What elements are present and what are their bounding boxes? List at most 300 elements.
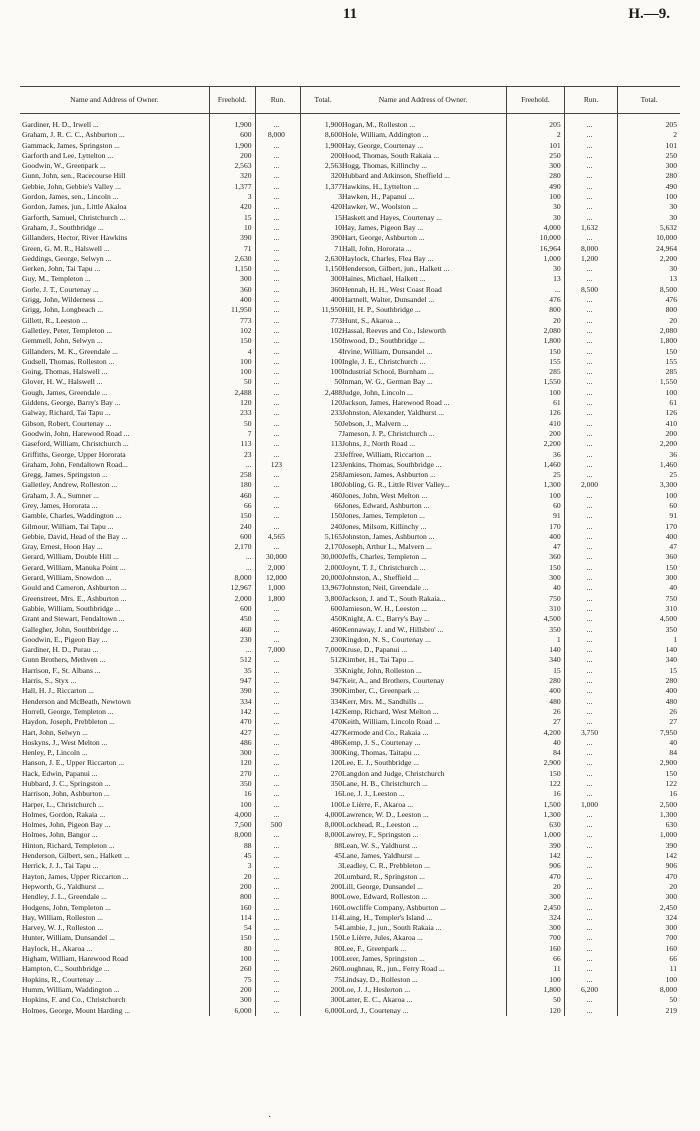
freehold-cell: 240 — [240, 521, 252, 531]
owner-name-cell: Gray, Ernest, Hoon Hay ... — [22, 542, 103, 552]
freehold-cell: ... — [554, 284, 561, 294]
total-cell: 2,500 — [659, 799, 677, 809]
total-cell: 285 — [665, 367, 677, 377]
run-cell: ... — [273, 542, 280, 552]
total-cell: 350 — [330, 779, 342, 788]
owner-name-cell: Kerr, Mrs. M., Sandhills ... — [342, 696, 424, 706]
run-cell: ... — [273, 490, 280, 500]
freehold-cell: 150 — [240, 511, 252, 521]
total-cell: 460 — [330, 624, 342, 634]
run-cell: 1,632 — [580, 222, 599, 232]
total-cell: 7,950 — [659, 727, 677, 737]
owner-name-cell: Kennaway, J. and W., Hillsbro' ... — [342, 624, 444, 634]
freehold-cell: 150 — [240, 336, 252, 346]
total-cell: 2,080 — [659, 325, 677, 335]
run-cell: ... — [273, 274, 280, 284]
total-cell: 773 — [330, 315, 342, 325]
owner-name-cell: Hassal, Reeves and Co., Isleworth — [342, 325, 446, 335]
freehold-cell: 50 — [243, 377, 252, 387]
owner-name-cell: Glover, H. W., Halswell ... — [22, 377, 103, 387]
total-cell: 100 — [665, 192, 677, 202]
freehold-cell: 30 — [553, 202, 561, 212]
freehold-cell: 360 — [240, 284, 252, 294]
freehold-cell: 120 — [240, 398, 252, 408]
owner-name-cell: Griffiths, George, Upper Hororata — [22, 449, 126, 459]
owner-name-cell: Going, Thomas, Halswell ... — [22, 367, 108, 377]
run-cell: ... — [273, 871, 280, 881]
owner-name-cell: Horrell, George, Templeton ... — [22, 706, 114, 716]
owner-name-cell: Kimber, C., Greenpark ... — [342, 686, 420, 696]
owner-name-cell: Leadley, C. R., Prebbleton ... — [342, 861, 430, 871]
run-cell: ... — [273, 984, 280, 994]
total-cell: 16 — [334, 789, 342, 799]
owner-name-cell: Haylock, Charles, Flea Bay ... — [342, 253, 434, 263]
total-cell: 1,900 — [324, 140, 342, 150]
total-cell: 61 — [669, 398, 677, 408]
freehold-cell: 11 — [553, 964, 561, 974]
run-cell: ... — [273, 521, 280, 531]
run-cell: ... — [586, 367, 593, 377]
run-cell: ... — [586, 490, 593, 500]
total-cell: 300 — [330, 274, 342, 284]
owner-name-cell: Gemmell, John, Selwyn ... — [22, 336, 103, 346]
freehold-cell: 50 — [243, 418, 252, 428]
run-cell: ... — [273, 809, 280, 819]
run-cell: ... — [273, 717, 280, 727]
owner-name-cell: Gough, James, Greendale ... — [22, 387, 108, 397]
total-cell: 200 — [330, 150, 342, 160]
freehold-cell: 1,000 — [543, 830, 561, 840]
run-cell: ... — [273, 480, 280, 490]
document-reference: H.—9. — [628, 6, 670, 22]
total-cell: 947 — [330, 676, 342, 686]
owner-name-cell: Jones, Edward, Ashburton ... — [342, 500, 430, 510]
run-cell: 2,000 — [267, 562, 285, 572]
total-cell: 5,165 — [324, 531, 342, 541]
freehold-cell: 16 — [243, 789, 252, 799]
freehold-cell: 280 — [549, 676, 561, 686]
run-cell: ... — [586, 459, 593, 469]
run-cell: ... — [586, 768, 593, 778]
total-cell: 512 — [330, 655, 342, 665]
run-cell: ... — [586, 964, 593, 974]
freehold-cell: 54 — [243, 923, 252, 933]
total-cell: 6,000 — [324, 1005, 342, 1015]
freehold-cell: 140 — [549, 645, 561, 655]
total-cell: 20 — [669, 315, 677, 325]
total-cell: 8,000 — [324, 820, 342, 830]
run-cell: ... — [586, 593, 593, 603]
run-cell: ... — [273, 500, 280, 510]
owner-name-cell: Lean, W. S., Yaldhurst ... — [342, 840, 418, 850]
total-cell: 480 — [665, 696, 677, 706]
freehold-cell: 300 — [240, 274, 252, 284]
freehold-cell: 250 — [549, 150, 561, 160]
run-cell: ... — [586, 171, 593, 181]
total-cell: 47 — [669, 542, 677, 552]
owner-name-cell: Loe, J. J., Heslerton ... — [342, 984, 411, 994]
freehold-cell: 30 — [553, 212, 561, 222]
run-cell: ... — [273, 408, 280, 418]
owner-name-cell: Lawrence, W. D., Leeston ... — [342, 809, 429, 819]
header-total: Total. — [314, 95, 332, 104]
run-cell: ... — [586, 274, 593, 284]
owner-name-cell: Hogan, M., Rolleston ... — [342, 120, 416, 129]
owner-name-cell: Hepworth, G., Yaldhurst ... — [22, 881, 104, 891]
run-cell: ... — [273, 346, 280, 356]
freehold-cell: 113 — [240, 439, 252, 449]
run-cell: ... — [586, 295, 593, 305]
run-cell: 123 — [270, 459, 283, 469]
freehold-cell: 4,200 — [543, 727, 561, 737]
total-cell: 280 — [665, 171, 677, 181]
run-cell: ... — [273, 676, 280, 686]
owner-name-cell: Henderson, Gilbert, sen., Halkett ... — [22, 851, 130, 861]
freehold-cell: 126 — [549, 408, 561, 418]
owner-name-cell: Gillanders, M. K., Greendale ... — [22, 346, 118, 356]
total-cell: 2,450 — [659, 902, 677, 912]
freehold-cell: 15 — [553, 665, 561, 675]
freehold-cell: 285 — [549, 367, 561, 377]
run-cell: ... — [586, 861, 593, 871]
freehold-cell: 8,000 — [234, 573, 252, 583]
total-cell: 100 — [665, 387, 677, 397]
run-cell: ... — [586, 120, 593, 129]
total-cell: 180 — [330, 480, 342, 490]
freehold-cell: 66 — [243, 500, 252, 510]
total-cell: 800 — [330, 892, 342, 902]
freehold-cell: 1,300 — [543, 809, 561, 819]
total-cell: 122 — [665, 779, 677, 788]
run-cell: ... — [586, 500, 593, 510]
total-cell: 102 — [330, 325, 342, 335]
freehold-cell: 280 — [549, 171, 561, 181]
freehold-cell: 600 — [240, 603, 252, 613]
freehold-cell: 270 — [240, 768, 252, 778]
run-cell: ... — [273, 233, 280, 243]
freehold-cell: 200 — [549, 428, 561, 438]
total-cell: 120 — [330, 758, 342, 768]
freehold-cell: 2,630 — [234, 253, 252, 263]
owner-name-cell: Joynt, T. J., Christchurch ... — [342, 562, 426, 572]
run-cell: ... — [586, 820, 593, 830]
freehold-cell: 91 — [553, 511, 561, 521]
owner-name-cell: Harrison, John, Ashburton ... — [22, 789, 110, 799]
total-cell: 113 — [330, 439, 342, 449]
run-cell: ... — [273, 367, 280, 377]
run-cell: ... — [586, 449, 593, 459]
owner-name-cell: Jameson, J. P., Christchurch ... — [342, 428, 435, 438]
total-cell: 100 — [330, 954, 342, 964]
freehold-cell: 142 — [240, 706, 252, 716]
run-cell: ... — [273, 305, 280, 315]
run-cell: ... — [586, 356, 593, 366]
total-cell: 460 — [330, 490, 342, 500]
run-cell: ... — [273, 840, 280, 850]
total-cell: 2 — [673, 130, 677, 140]
run-cell: ... — [586, 202, 593, 212]
freehold-cell: 350 — [549, 624, 561, 634]
owner-name-cell: Hampton, C., Southbridge ... — [22, 964, 110, 974]
owner-name-cell: Henley, P., Lincoln ... — [22, 748, 88, 758]
owner-name-cell: Hunt, S., Akaroa ... — [342, 315, 401, 325]
owner-name-cell: Graham, J. R. C. C., Ashburton ... — [22, 130, 125, 140]
freehold-cell: 340 — [549, 655, 561, 665]
owner-name-cell: Grant and Stewart, Fendaltown ... — [22, 614, 125, 624]
owner-name-cell: Grigg, John, Wilderness ... — [22, 295, 103, 305]
owner-name-cell: Goodwin, John, Harewood Road ... — [22, 428, 130, 438]
total-cell: 300 — [330, 748, 342, 758]
owner-name-cell: Hinton, Richard, Templeton ... — [22, 840, 115, 850]
total-cell: 23 — [334, 449, 342, 459]
total-cell: 84 — [669, 748, 677, 758]
total-cell: 88 — [334, 840, 342, 850]
owner-name-cell: Graham, J., Southbridge ... — [22, 222, 104, 232]
freehold-cell: 300 — [240, 995, 252, 1005]
run-cell: ... — [273, 1005, 280, 1015]
freehold-cell: 400 — [240, 295, 252, 305]
freehold-cell: 100 — [549, 192, 561, 202]
freehold-cell: 26 — [553, 706, 561, 716]
run-cell: ... — [586, 614, 593, 624]
total-cell: 50 — [334, 377, 342, 387]
freehold-cell: 16,964 — [539, 243, 561, 253]
total-cell: 101 — [665, 140, 677, 150]
total-cell: 142 — [330, 706, 342, 716]
owner-name-cell: Lerer, James, Springston ... — [342, 954, 425, 964]
total-cell: 1,800 — [659, 336, 677, 346]
freehold-cell: 120 — [240, 758, 252, 768]
run-cell: ... — [273, 284, 280, 294]
owner-name-cell: Gillett, R., Leeston ... — [22, 315, 88, 325]
run-cell: ... — [273, 439, 280, 449]
run-cell: ... — [273, 325, 280, 335]
total-cell: 11,950 — [321, 305, 342, 315]
freehold-cell: 300 — [549, 892, 561, 902]
freehold-cell: 1,300 — [543, 480, 561, 490]
total-cell: 126 — [665, 408, 677, 418]
total-cell: 66 — [669, 954, 677, 964]
total-cell: 170 — [665, 521, 677, 531]
run-cell: ... — [273, 264, 280, 274]
owner-name-cell: Lill, George, Dunsandel ... — [342, 881, 423, 891]
freehold-cell: 45 — [243, 851, 252, 861]
owner-name-cell: Grey, James, Hororata ... — [22, 500, 98, 510]
freehold-cell: 400 — [549, 686, 561, 696]
run-cell: 3,750 — [580, 727, 599, 737]
freehold-cell: 3 — [247, 861, 252, 871]
total-cell: 340 — [665, 655, 677, 665]
freehold-cell: 11,950 — [230, 305, 252, 315]
owner-name-cell: Galway, Richard, Tai Tapu ... — [22, 408, 111, 418]
table-header — [340, 87, 680, 114]
owner-name-cell: Humm, William, Waddington ... — [22, 984, 120, 994]
total-cell: 250 — [665, 150, 677, 160]
run-cell: ... — [273, 181, 280, 191]
total-cell: 320 — [330, 171, 342, 181]
owner-name-cell: Kruse, D., Papanui ... — [342, 645, 408, 655]
run-cell: ... — [273, 614, 280, 624]
freehold-cell: 60 — [553, 500, 561, 510]
freehold-cell: 100 — [549, 974, 561, 984]
owner-name-cell: Jobling, G. R., Little River Valley... — [342, 480, 450, 490]
run-cell: ... — [586, 665, 593, 675]
total-cell: 150 — [665, 768, 677, 778]
owner-name-cell: Gaseford, William, Christchurch ... — [22, 439, 129, 449]
total-cell: 100 — [665, 974, 677, 984]
run-cell: ... — [586, 418, 593, 428]
total-cell: 2,630 — [324, 253, 342, 263]
run-cell: ... — [586, 645, 593, 655]
owner-name-cell: Lowe, Edward, Rolleston ... — [342, 892, 428, 902]
owner-name-cell: Loughnau, R., jun., Ferry Road ... — [342, 964, 445, 974]
freehold-cell: 700 — [549, 933, 561, 943]
run-cell: ... — [273, 243, 280, 253]
freehold-cell: 2,900 — [543, 758, 561, 768]
total-cell: 30 — [669, 202, 677, 212]
name-column — [20, 114, 210, 1016]
run-cell: ... — [586, 737, 593, 747]
freehold-cell: 2,170 — [234, 542, 252, 552]
total-cell: 160 — [330, 902, 342, 912]
total-cell: 280 — [665, 676, 677, 686]
owner-name-cell: Harrison, F., St. Albans ... — [22, 665, 101, 675]
run-cell: ... — [586, 315, 593, 325]
total-cell: 50 — [669, 995, 677, 1005]
freehold-cell: 258 — [240, 470, 252, 480]
total-cell: 476 — [665, 295, 677, 305]
run-cell: ... — [586, 181, 593, 191]
total-cell: 71 — [334, 243, 342, 253]
freehold-cell: 1,900 — [234, 120, 252, 129]
total-cell: 300 — [330, 995, 342, 1005]
freehold-cell: 102 — [240, 325, 252, 335]
owner-name-cell: Hayton, James, Upper Riccarton ... — [22, 871, 129, 881]
run-cell: ... — [273, 902, 280, 912]
total-cell: 91 — [669, 511, 677, 521]
freehold-cell: 30 — [553, 264, 561, 274]
total-cell: 750 — [665, 593, 677, 603]
total-cell: 13,967 — [321, 583, 342, 593]
freehold-cell: 2 — [556, 130, 561, 140]
freehold-cell: 1,500 — [543, 799, 561, 809]
total-cell: 410 — [665, 418, 677, 428]
freehold-cell: 142 — [549, 851, 561, 861]
freehold-cell: 8,000 — [234, 830, 252, 840]
owner-name-cell: Green, G. M. R., Halswell ... — [22, 243, 110, 253]
total-cell: 490 — [665, 181, 677, 191]
total-cell: 2,563 — [324, 161, 342, 171]
total-cell: 27 — [669, 717, 677, 727]
freehold-cell: 10 — [243, 222, 252, 232]
total-cell: 20 — [669, 881, 677, 891]
total-cell: 45 — [334, 851, 342, 861]
run-cell: 1,000 — [267, 583, 285, 593]
freehold-cell: 27 — [553, 717, 561, 727]
freehold-cell: 15 — [243, 212, 252, 222]
run-cell: ... — [273, 634, 280, 644]
owner-name-cell: Gunn Brothers, Methven ... — [22, 655, 106, 665]
freehold-cell: 1,150 — [234, 264, 252, 274]
total-cell: 30 — [669, 264, 677, 274]
owner-name-cell: Higham, William, Harewood Road — [22, 954, 129, 964]
freehold-cell: 100 — [240, 954, 252, 964]
run-cell: ... — [586, 531, 593, 541]
freehold-cell: 71 — [243, 243, 252, 253]
run-cell: ... — [586, 974, 593, 984]
owner-name-cell: Loe, J. J., Leeston ... — [342, 789, 405, 799]
owner-name-cell: Johnston, Alexander, Yaldhurst ... — [342, 408, 444, 418]
total-cell: 140 — [665, 645, 677, 655]
freehold-cell: 84 — [553, 748, 561, 758]
freehold-cell: 180 — [240, 480, 252, 490]
total-cell: 3,800 — [324, 593, 342, 603]
freehold-cell: 100 — [240, 799, 252, 809]
total-cell: 10 — [334, 222, 342, 232]
owner-name-cell: Gudsell, Thomas, Rolleston ... — [22, 356, 115, 366]
freehold-cell: 13 — [553, 274, 561, 284]
total-cell: 150 — [330, 933, 342, 943]
total-cell: 233 — [330, 408, 342, 418]
run-cell: ... — [586, 408, 593, 418]
total-cell: 1,377 — [324, 181, 342, 191]
run-cell: ... — [586, 892, 593, 902]
total-cell: 5,632 — [659, 222, 677, 232]
total-cell: 200 — [330, 881, 342, 891]
freehold-cell: 324 — [549, 912, 561, 922]
run-cell: ... — [273, 923, 280, 933]
run-cell: 500 — [270, 820, 283, 830]
total-cell: 800 — [665, 305, 677, 315]
run-cell: ... — [273, 696, 280, 706]
owner-name-cell: Langdon and Judge, Christchurch — [342, 768, 445, 778]
total-cell: 4 — [338, 346, 342, 356]
run-cell: ... — [586, 779, 593, 788]
total-cell: 2,000 — [324, 562, 342, 572]
owner-name-cell: King, Thomas, Taitapu ... — [342, 748, 420, 758]
total-cell: 3 — [338, 192, 342, 202]
total-cell: 3 — [338, 861, 342, 871]
freehold-cell: 36 — [553, 449, 561, 459]
total-cell: 360 — [665, 552, 677, 562]
total-cell: 30 — [669, 212, 677, 222]
freehold-cell: 40 — [553, 583, 561, 593]
total-cell: 11 — [669, 964, 677, 974]
owner-name-cell: Hay, William, Rolleston ... — [22, 912, 103, 922]
total-cell: 150 — [330, 511, 342, 521]
run-cell: ... — [586, 871, 593, 881]
freehold-cell: 600 — [240, 130, 252, 140]
total-cell: 334 — [330, 696, 342, 706]
freehold-cell: 2,563 — [234, 161, 252, 171]
freehold-cell: 470 — [240, 717, 252, 727]
freehold-cell: 512 — [240, 655, 252, 665]
total-cell: 700 — [665, 933, 677, 943]
freehold-cell: 460 — [240, 490, 252, 500]
total-cell: 2,200 — [659, 439, 677, 449]
total-cell: 400 — [330, 295, 342, 305]
name-column — [340, 114, 507, 1016]
run-cell: ... — [273, 768, 280, 778]
freehold-cell: 75 — [243, 974, 252, 984]
owner-name-cell: Le Lièrre, Jules, Akaroa ... — [342, 933, 423, 943]
run-cell: ... — [586, 336, 593, 346]
run-cell: ... — [586, 902, 593, 912]
run-cell: ... — [273, 706, 280, 716]
owner-name-cell: Hole, William, Addington ... — [342, 130, 429, 140]
freehold-cell: ... — [245, 645, 252, 655]
freehold-cell: 600 — [240, 531, 252, 541]
